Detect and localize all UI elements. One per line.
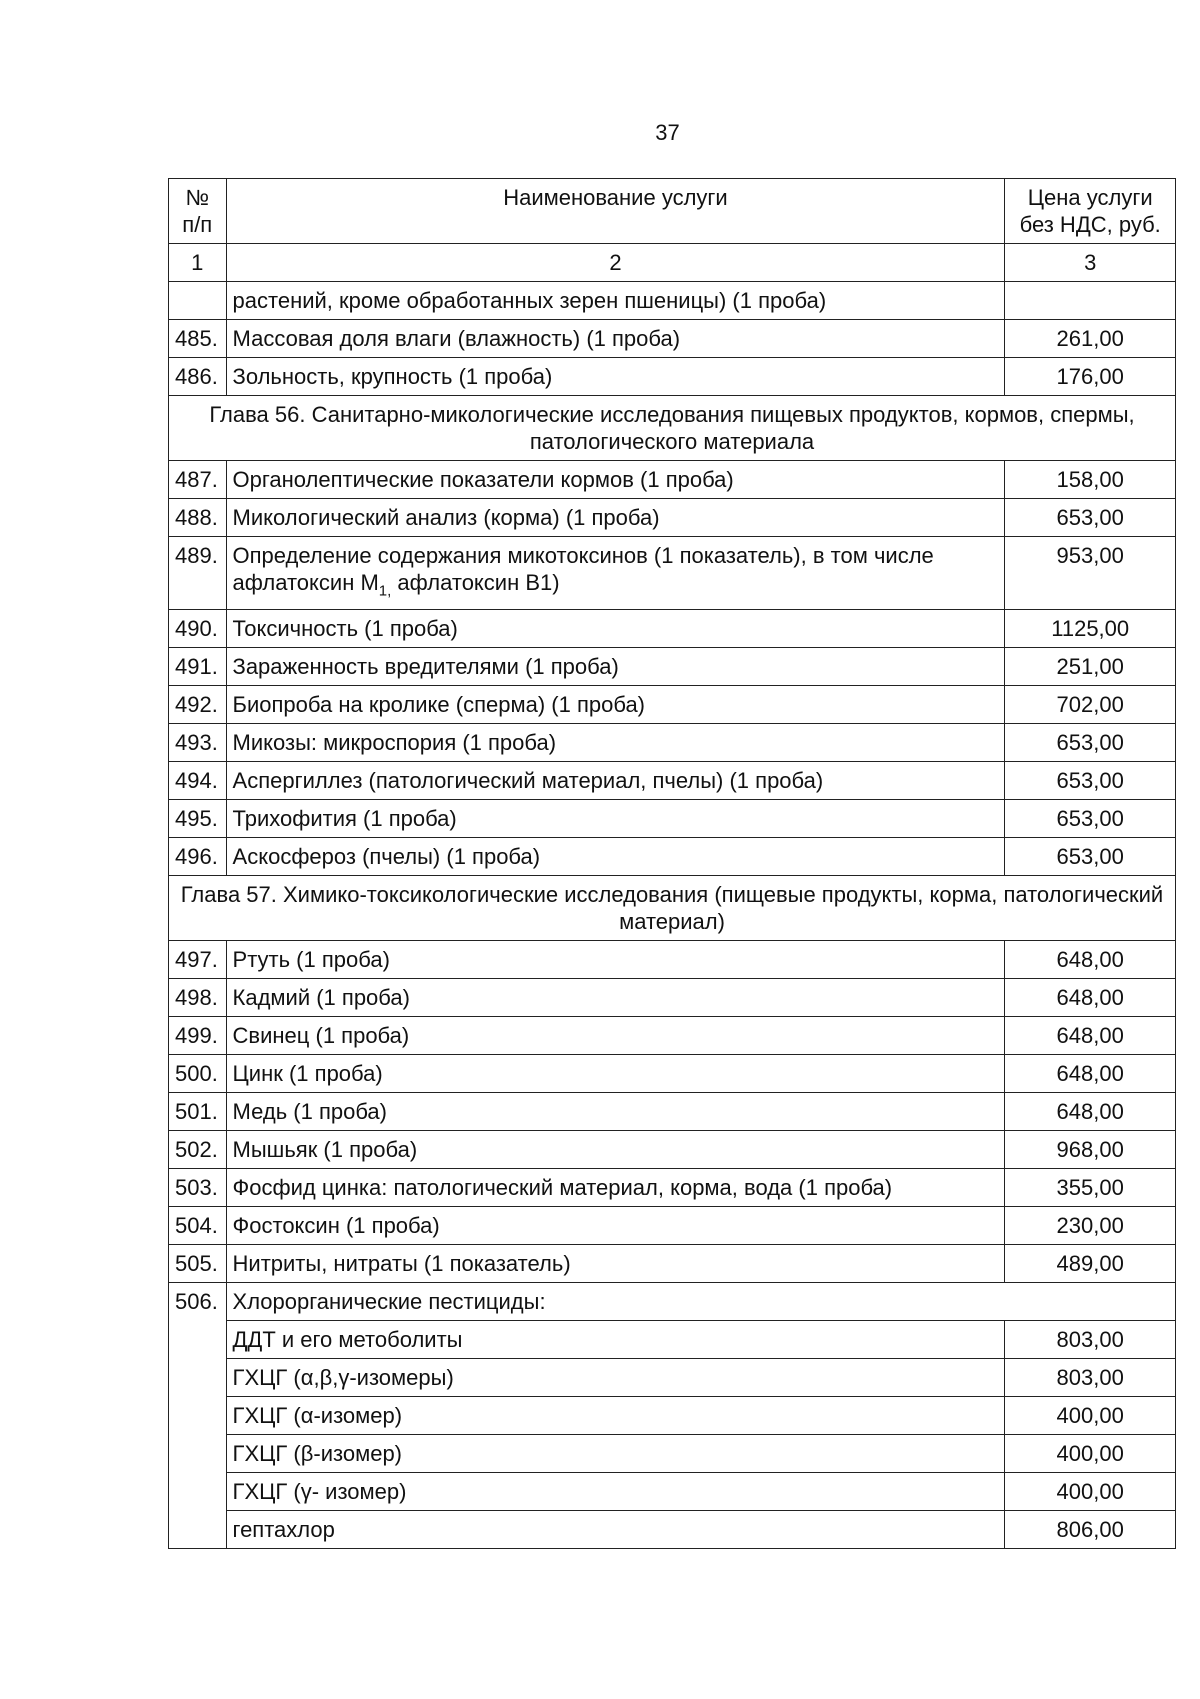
table-row [169, 358, 1176, 396]
header-name: Наименование услуги [226, 179, 1005, 244]
table-row [169, 610, 1176, 648]
row-price: 400,00 [1005, 1435, 1176, 1473]
row-name: Аспергиллез (патологический материал, пчелы) (1 проба) [226, 762, 1005, 800]
row-num: 499. [169, 1017, 227, 1055]
row-name: Микологический анализ (корма) (1 проба) [226, 499, 1005, 537]
row-name: ГХЦГ (α-изомер) [226, 1397, 1005, 1435]
row-price: 251,00 [1005, 648, 1176, 686]
row-name: Биопроба на кролике (сперма) (1 проба) [226, 686, 1005, 724]
table-row [169, 1055, 1176, 1093]
row-price: 648,00 [1005, 1093, 1176, 1131]
table-row [169, 1473, 1176, 1511]
row-name: Аскосфероз (пчелы) (1 проба) [226, 838, 1005, 876]
row-num: 503. [169, 1169, 227, 1207]
row-num: 490. [169, 610, 227, 648]
row-name: ГХЦГ (γ- изомер) [226, 1473, 1005, 1511]
row-price: 806,00 [1005, 1511, 1176, 1549]
table-row [169, 1093, 1176, 1131]
row-price: 648,00 [1005, 1017, 1176, 1055]
row-name: ДДТ и его метоболиты [226, 1321, 1005, 1359]
column-number: 3 [1005, 244, 1176, 282]
row-name-part: Определение содержания микотоксинов (1 показатель), в том числе афлатоксин М [232, 543, 934, 595]
row-num: 500. [169, 1055, 227, 1093]
row-name: Органолептические показатели кормов (1 проба) [226, 461, 1005, 499]
chapter-56-row [169, 396, 1176, 461]
row-name: Токсичность (1 проба) [226, 610, 1005, 648]
row-num: 498. [169, 979, 227, 1017]
row-num: 486. [169, 358, 227, 396]
row-name: Кадмий (1 проба) [226, 979, 1005, 1017]
table-row [169, 1359, 1176, 1397]
row-num: 501. [169, 1093, 227, 1131]
row-name: Цинк (1 проба) [226, 1055, 1005, 1093]
row-num: 502. [169, 1131, 227, 1169]
table-row [169, 1131, 1176, 1169]
row-num: 494. [169, 762, 227, 800]
row-name: Медь (1 проба) [226, 1093, 1005, 1131]
row-price: 953,00 [1005, 537, 1176, 610]
row-price: 261,00 [1005, 320, 1176, 358]
row-price: 653,00 [1005, 800, 1176, 838]
page-number: 37 [655, 120, 680, 145]
row-name: Хлорорганические пестициды: [226, 1283, 1175, 1321]
table-row [169, 1511, 1176, 1549]
row-num: 495. [169, 800, 227, 838]
row-num [169, 282, 227, 320]
table-row [169, 1169, 1176, 1207]
row-num: 497. [169, 941, 227, 979]
row-num: 505. [169, 1245, 227, 1283]
row-num: 487. [169, 461, 227, 499]
table-row-506 [169, 1283, 1176, 1321]
column-number: 1 [169, 244, 227, 282]
table-row [169, 320, 1176, 358]
table-row [169, 724, 1176, 762]
row-price: 176,00 [1005, 358, 1176, 396]
row-name: Массовая доля влаги (влажность) (1 проба) [226, 320, 1005, 358]
row-num: 489. [169, 537, 227, 610]
row-name: Мышьяк (1 проба) [226, 1131, 1005, 1169]
chapter-57-row [169, 876, 1176, 941]
row-price: 803,00 [1005, 1321, 1176, 1359]
row-num: 506. [169, 1283, 227, 1549]
table-header-row [169, 179, 1176, 244]
row-num: 485. [169, 320, 227, 358]
table-row [169, 461, 1176, 499]
row-name: Трихофития (1 проба) [226, 800, 1005, 838]
table-row [169, 648, 1176, 686]
continuation-row [169, 282, 1176, 320]
row-name: ГХЦГ (α,β,γ-изомеры) [226, 1359, 1005, 1397]
row-price: 230,00 [1005, 1207, 1176, 1245]
row-price: 355,00 [1005, 1169, 1176, 1207]
subscript: 1, [378, 582, 392, 600]
column-number: 2 [226, 244, 1005, 282]
table-row [169, 686, 1176, 724]
chapter-title: Глава 57. Химико-токсикологические исследования (пищевые продукты, корма, патологический материал) [169, 876, 1176, 941]
row-name: Микозы: микроспория (1 проба) [226, 724, 1005, 762]
row-num: 496. [169, 838, 227, 876]
row-price: 702,00 [1005, 686, 1176, 724]
row-name: гептахлор [226, 1511, 1005, 1549]
row-price: 653,00 [1005, 499, 1176, 537]
row-num: 488. [169, 499, 227, 537]
row-price: 653,00 [1005, 724, 1176, 762]
row-num: 492. [169, 686, 227, 724]
column-number-row [169, 244, 1176, 282]
chapter-title: Глава 56. Санитарно-микологические исследования пищевых продуктов, кормов, спермы, патологического материала [169, 396, 1176, 461]
table-row [169, 941, 1176, 979]
row-num: 491. [169, 648, 227, 686]
header-price: Цена услуги без НДС, руб. [1005, 179, 1176, 244]
row-name: Нитриты, нитраты (1 показатель) [226, 1245, 1005, 1283]
table-row [169, 1245, 1176, 1283]
table-row [169, 800, 1176, 838]
row-name: Фостоксин (1 проба) [226, 1207, 1005, 1245]
header-num: № п/п [169, 179, 227, 244]
row-price: 400,00 [1005, 1397, 1176, 1435]
row-price: 648,00 [1005, 941, 1176, 979]
table-row [169, 537, 1176, 610]
row-name: Фосфид цинка: патологический материал, корма, вода (1 проба) [226, 1169, 1005, 1207]
table-row [169, 838, 1176, 876]
price-table [168, 178, 1176, 1549]
row-price: 653,00 [1005, 838, 1176, 876]
row-price: 648,00 [1005, 1055, 1176, 1093]
row-name: Зольность, крупность (1 проба) [226, 358, 1005, 396]
row-num: 493. [169, 724, 227, 762]
table-row [169, 1435, 1176, 1473]
row-price: 158,00 [1005, 461, 1176, 499]
row-name-part: афлатоксин В1) [391, 570, 560, 595]
row-price [1005, 282, 1176, 320]
row-price: 648,00 [1005, 979, 1176, 1017]
row-num: 504. [169, 1207, 227, 1245]
table-row [169, 1397, 1176, 1435]
row-name: Ртуть (1 проба) [226, 941, 1005, 979]
table-row [169, 1017, 1176, 1055]
row-name: Свинец (1 проба) [226, 1017, 1005, 1055]
row-name [226, 537, 1005, 610]
row-price: 653,00 [1005, 762, 1176, 800]
table-row [169, 1321, 1176, 1359]
row-price: 1125,00 [1005, 610, 1176, 648]
row-price: 489,00 [1005, 1245, 1176, 1283]
table-row [169, 762, 1176, 800]
row-name: ГХЦГ (β-изомер) [226, 1435, 1005, 1473]
row-price: 968,00 [1005, 1131, 1176, 1169]
table-row [169, 499, 1176, 537]
row-price: 803,00 [1005, 1359, 1176, 1397]
table-row [169, 1207, 1176, 1245]
row-name: Зараженность вредителями (1 проба) [226, 648, 1005, 686]
row-price: 400,00 [1005, 1473, 1176, 1511]
table-row [169, 979, 1176, 1017]
row-name: растений, кроме обработанных зерен пшеницы) (1 проба) [226, 282, 1005, 320]
